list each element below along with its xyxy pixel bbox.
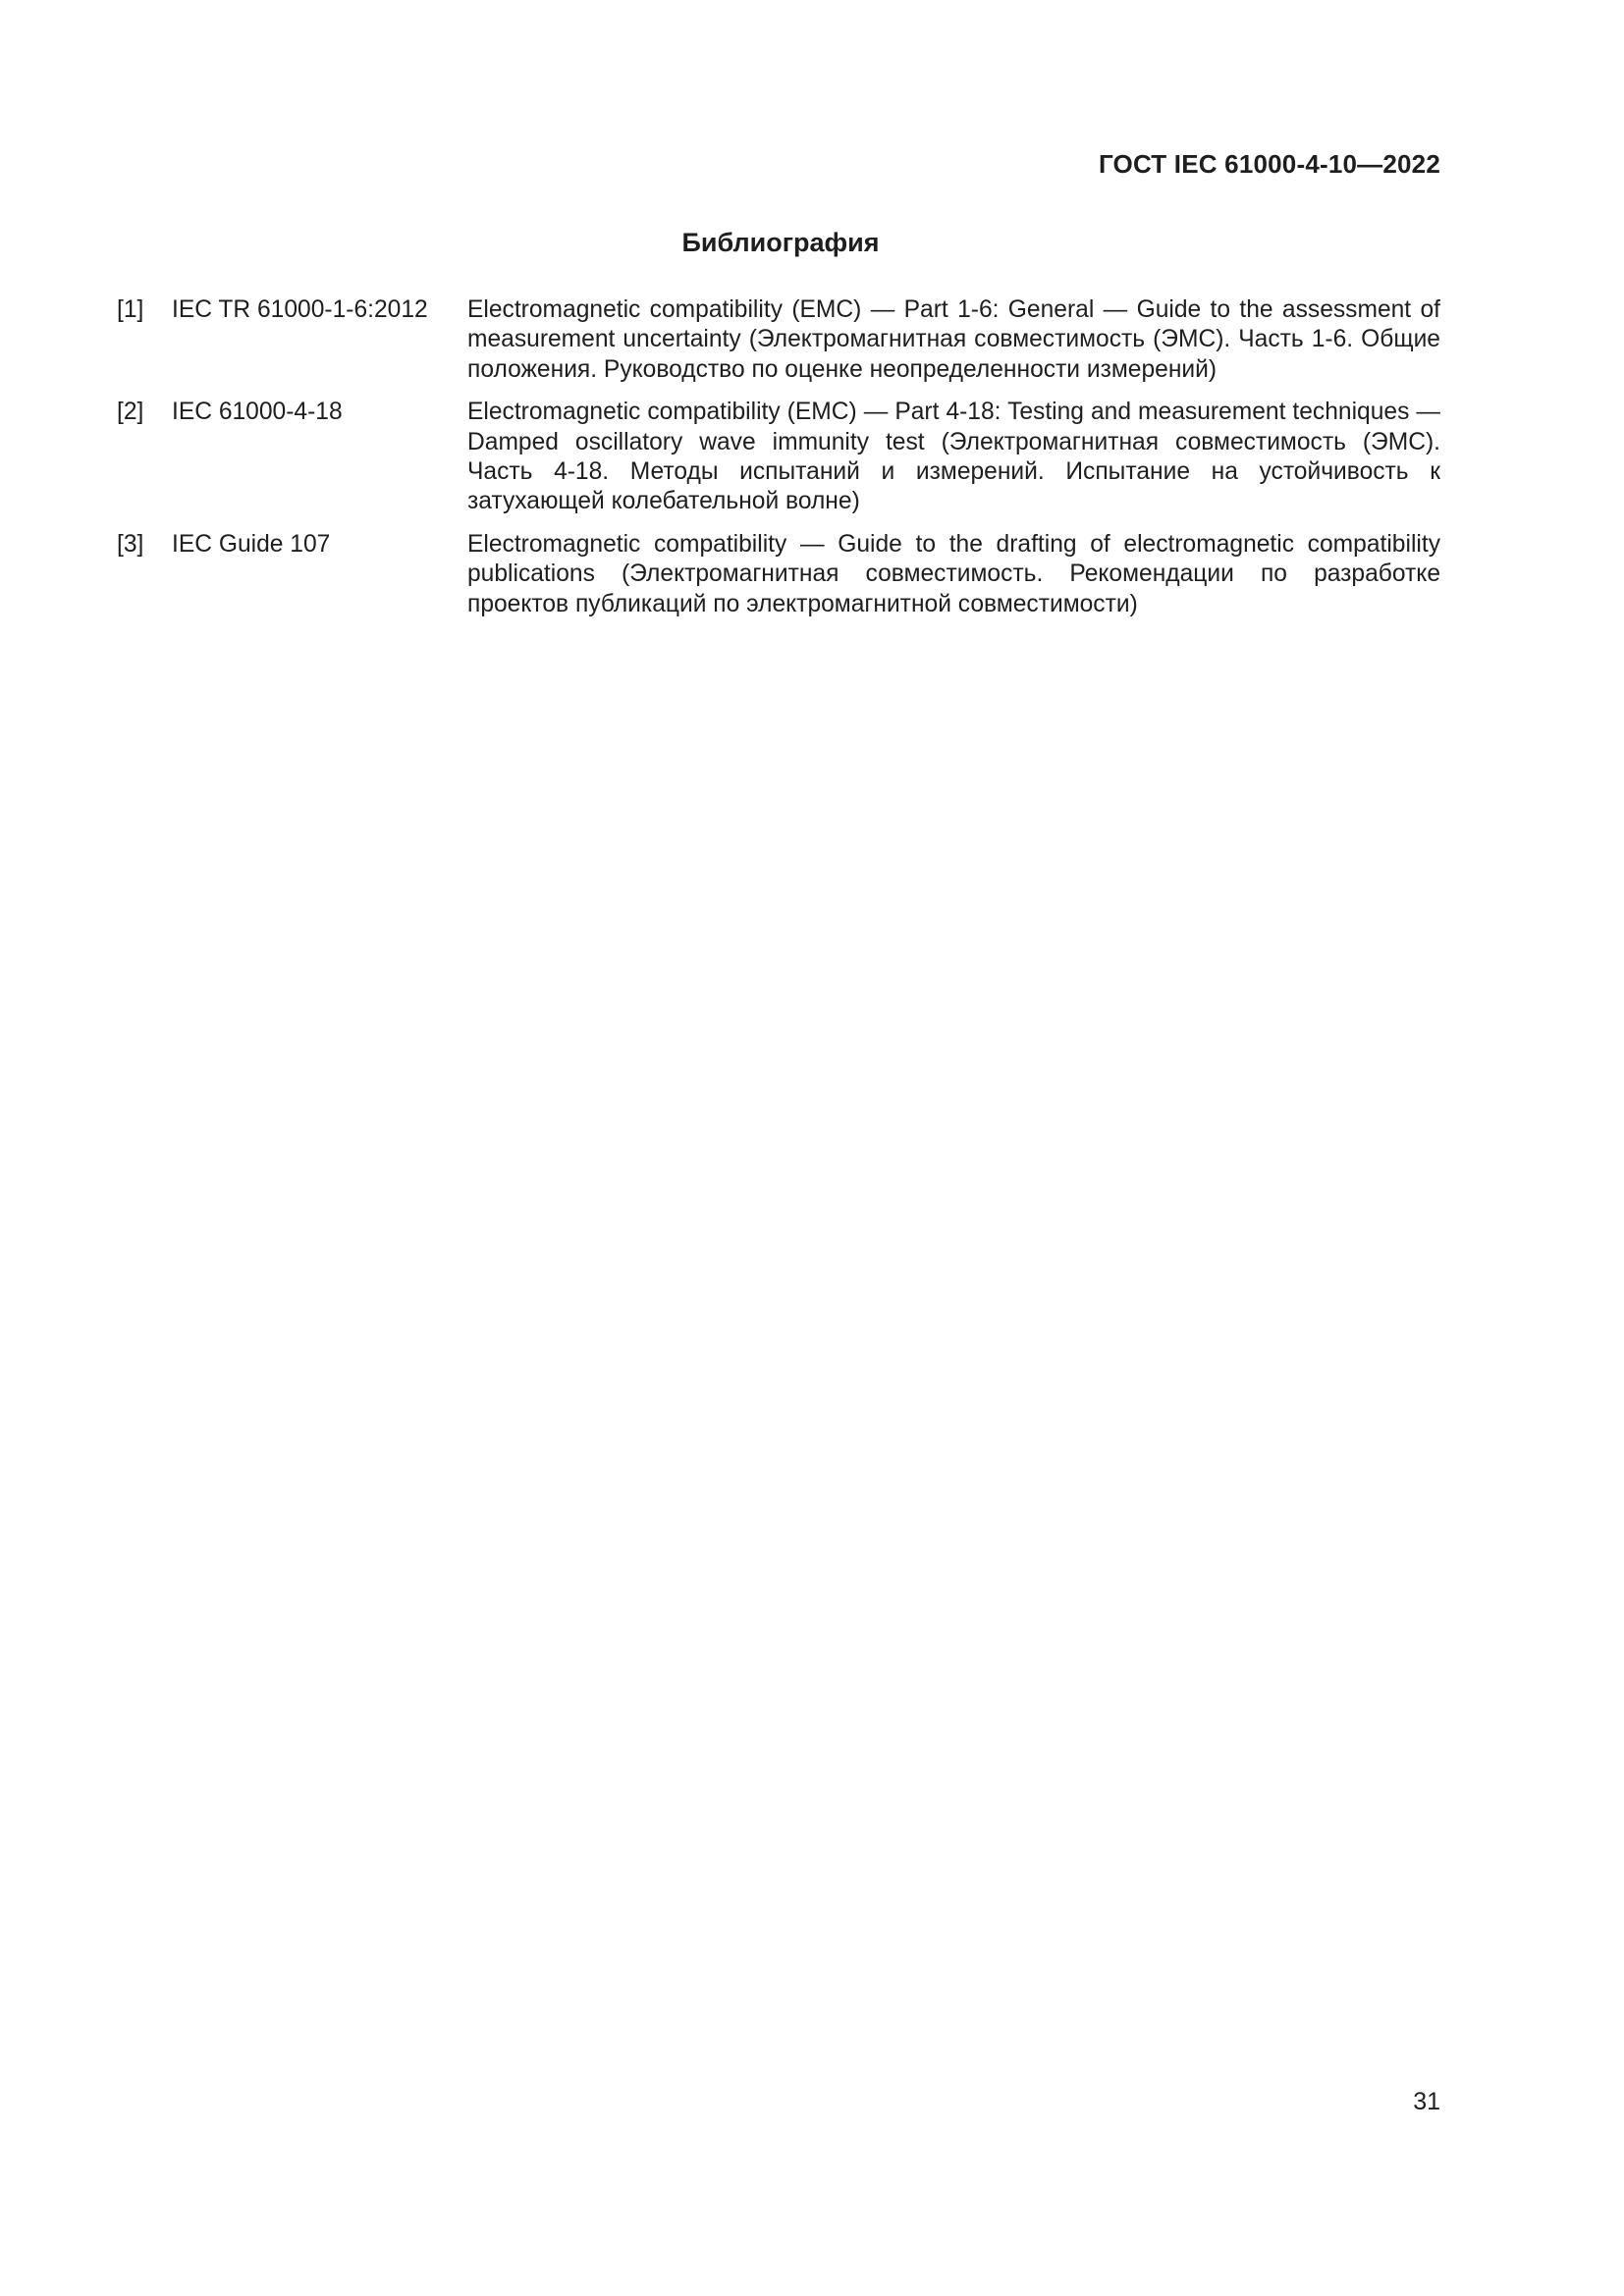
reference-code: IEC Guide 107: [172, 530, 331, 558]
reference-code: IEC TR 61000-1-6:2012: [172, 296, 428, 323]
bibliography-entry-2: [117, 398, 1440, 517]
reference-code: IEC 61000-4-18: [172, 399, 343, 426]
bibliography-entry-1: [117, 295, 1440, 385]
document-code: ГОСТ IEC 61000-4-10—2022: [1098, 149, 1440, 179]
reference-number: [3]: [117, 530, 144, 558]
bibliography-entry-3: [117, 530, 1440, 619]
reference-number: [1]: [117, 296, 144, 323]
section-title: Библиография: [681, 228, 880, 257]
reference-title: Electromagnetic compatibility (EMC) — Part 4-18: Testing and measurement techniques — Damped oscillatory wave immunity test (Электромагнитная совместимость (ЭМС). Часть 4-18. Методы испытаний и измерений. Испытание на устойчивость к затухающей колебательной волне): [467, 399, 1440, 515]
reference-title: Electromagnetic compatibility — Guide to the drafting of electromagnetic compatibility publications (Электромагнитная совместимость. Рекомендации по разработке проектов публикаций по электромагнитной совместимости): [467, 530, 1440, 617]
reference-number: [2]: [117, 399, 144, 426]
bibliography-list: [117, 295, 1440, 632]
reference-title: Electromagnetic compatibility (EMC) — Part 1-6: General — Guide to the assessment of measurement uncertainty (Электромагнитная совместимость (ЭМС). Часть 1-6. Общие положения. Руководство по оценке неопределенности измерений): [467, 296, 1440, 383]
page-number: 31: [1413, 2088, 1440, 2115]
